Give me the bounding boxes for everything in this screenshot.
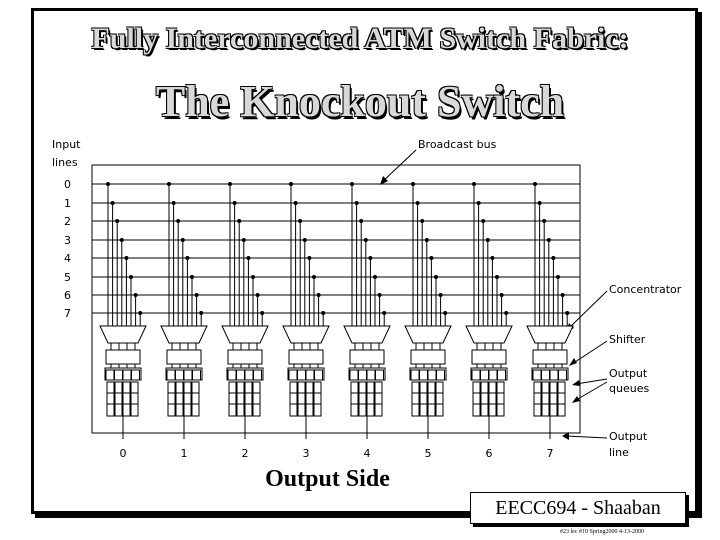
output-queue	[412, 382, 419, 416]
queue-input-cell	[498, 370, 506, 380]
bus-tap-dot	[294, 201, 298, 205]
bus-tap-dot	[368, 256, 372, 260]
bus-tap-dot	[176, 219, 180, 223]
bus-tap-dot	[382, 311, 386, 315]
concentrator-block	[161, 326, 207, 343]
bus-tap-dot	[359, 219, 363, 223]
bus-tap-dot	[542, 219, 546, 223]
output-queue	[436, 382, 443, 416]
queue-input-cell	[237, 370, 245, 380]
bus-tap-dot	[500, 293, 504, 297]
queue-input-cell	[550, 370, 558, 380]
concentrator-block	[222, 326, 268, 343]
bus-tap-dot	[134, 293, 138, 297]
slide-footer: #23 lec #10 Spring2000 4-13-2000	[560, 529, 644, 535]
queue-input-cell	[298, 370, 306, 380]
shifter-label: Shifter	[609, 333, 646, 346]
queue-input-cell	[350, 370, 358, 380]
input-line-number: 1	[64, 197, 71, 210]
shifter-block	[106, 350, 140, 364]
bus-tap-dot	[167, 182, 171, 186]
bus-tap-dot	[317, 293, 321, 297]
bus-tap-dot	[124, 256, 128, 260]
input-lines-label-1: Input	[52, 138, 81, 151]
output-queue	[115, 382, 122, 416]
bus-tap-dot	[260, 311, 264, 315]
bus-tap-dot	[251, 275, 255, 279]
bus-tap-dot	[120, 238, 124, 242]
output-line-arrow	[566, 436, 607, 438]
bus-tap-dot	[111, 201, 115, 205]
output-queue	[184, 382, 191, 416]
concentrator-block	[405, 326, 451, 343]
concentrator-label: Concentrator	[609, 283, 682, 296]
bus-tap-dot	[533, 182, 537, 186]
switch-fabric-box	[92, 165, 580, 433]
output-queue	[245, 382, 252, 416]
bus-tap-dot	[115, 219, 119, 223]
bus-tap-dot	[495, 275, 499, 279]
output-queue	[534, 382, 541, 416]
output-queue	[542, 382, 549, 416]
output-line-number: 3	[302, 447, 310, 460]
bus-tap-dot	[504, 311, 508, 315]
output-line-label-2: line	[609, 446, 629, 459]
shifter-block	[228, 350, 262, 364]
input-line-number: 5	[64, 271, 71, 284]
output-line-number: 2	[241, 447, 249, 460]
output-queue	[253, 382, 260, 416]
bus-tap-dot	[181, 238, 185, 242]
bus-tap-dot	[373, 275, 377, 279]
output-queues-arrow-2	[576, 382, 607, 400]
queue-input-cell	[376, 370, 384, 380]
queue-input-cell	[184, 370, 192, 380]
bus-tap-dot	[138, 311, 142, 315]
bus-tap-dot	[256, 293, 260, 297]
queue-input-cell	[315, 370, 323, 380]
queue-input-cell	[306, 370, 314, 380]
output-queue	[168, 382, 175, 416]
queue-input-cell	[193, 370, 201, 380]
concentrator-block	[527, 326, 573, 343]
bus-tap-dot	[547, 238, 551, 242]
output-queues-label-1: Output	[609, 367, 648, 380]
output-queue	[107, 382, 114, 416]
queue-input-cell	[437, 370, 445, 380]
bus-tap-dot	[490, 256, 494, 260]
queue-input-cell	[115, 370, 123, 380]
output-queue	[314, 382, 321, 416]
input-line-number: 7	[64, 307, 71, 320]
bus-tap-dot	[172, 201, 176, 205]
bus-tap-dot	[237, 219, 241, 223]
bus-tap-dot	[429, 256, 433, 260]
bus-tap-dot	[561, 293, 565, 297]
queue-input-cell	[245, 370, 253, 380]
output-queue	[298, 382, 305, 416]
shifter-block	[350, 350, 384, 364]
output-queue	[192, 382, 199, 416]
slide-title: Fully Interconnected ATM Switch Fabric:	[91, 22, 629, 55]
output-queue	[481, 382, 488, 416]
bus-tap-dot	[477, 201, 481, 205]
bus-tap-dot	[190, 275, 194, 279]
bus-tap-dot	[289, 182, 293, 186]
bus-tap-dot	[364, 238, 368, 242]
output-line-number: 6	[485, 447, 493, 460]
bus-tap-dot	[434, 275, 438, 279]
output-queue	[420, 382, 427, 416]
output-queue	[237, 382, 244, 416]
concentrator-block	[466, 326, 512, 343]
queue-input-cell	[289, 370, 297, 380]
queue-input-cell	[123, 370, 131, 380]
shifter-block	[411, 350, 445, 364]
bus-tap-dot	[425, 238, 429, 242]
concentrator-arrow	[568, 291, 607, 329]
output-queue	[550, 382, 557, 416]
output-line-number: 0	[119, 447, 127, 460]
shifter-block	[533, 350, 567, 364]
bus-tap-dot	[556, 275, 560, 279]
output-queue	[473, 382, 480, 416]
queue-input-cell	[254, 370, 262, 380]
output-queue	[375, 382, 382, 416]
input-line-number: 3	[64, 234, 71, 247]
queue-input-cell	[559, 370, 567, 380]
bus-tap-dot	[411, 182, 415, 186]
queue-input-cell	[176, 370, 184, 380]
broadcast-bus-arrow	[382, 150, 416, 182]
queue-input-cell	[167, 370, 175, 380]
bus-tap-dot	[242, 238, 246, 242]
bus-tap-dot	[298, 219, 302, 223]
input-line-number: 4	[64, 252, 71, 265]
input-line-number: 6	[64, 289, 71, 302]
bus-tap-dot	[106, 182, 110, 186]
output-queues-arrowhead-2	[572, 396, 580, 403]
course-badge: EECC694 - Shaaban	[470, 492, 686, 524]
output-queues-arrow-1	[576, 379, 607, 384]
concentrator-block	[283, 326, 329, 343]
bus-tap-dot	[199, 311, 203, 315]
bus-tap-dot	[355, 201, 359, 205]
output-queue	[497, 382, 504, 416]
output-queue	[176, 382, 183, 416]
concentrator-block	[344, 326, 390, 343]
output-queue	[229, 382, 236, 416]
shifter-arrowhead	[569, 358, 577, 366]
bus-tap-dot	[486, 238, 490, 242]
bus-tap-dot	[538, 201, 542, 205]
queue-input-cell	[359, 370, 367, 380]
bus-tap-dot	[443, 311, 447, 315]
queue-input-cell	[132, 370, 140, 380]
slide-subtitle: The Knockout Switch	[155, 77, 565, 126]
bus-tap-dot	[439, 293, 443, 297]
bus-tap-dot	[565, 311, 569, 315]
shifter-block	[289, 350, 323, 364]
output-queue	[558, 382, 565, 416]
output-queue	[367, 382, 374, 416]
queue-input-cell	[106, 370, 114, 380]
bus-tap-dot	[307, 256, 311, 260]
queue-input-cell	[533, 370, 541, 380]
bus-tap-dot	[416, 201, 420, 205]
output-queue	[489, 382, 496, 416]
bus-tap-dot	[303, 238, 307, 242]
queue-input-cell	[420, 370, 428, 380]
input-lines-label-2: lines	[52, 156, 78, 169]
bus-tap-dot	[321, 311, 325, 315]
output-line-number: 7	[546, 447, 554, 460]
shifter-block	[167, 350, 201, 364]
output-queue	[351, 382, 358, 416]
bus-tap-dot	[129, 275, 133, 279]
broadcast-bus-label: Broadcast bus	[418, 138, 497, 151]
output-queue	[306, 382, 313, 416]
bus-tap-dot	[185, 256, 189, 260]
bus-tap-dot	[420, 219, 424, 223]
queue-input-cell	[411, 370, 419, 380]
bus-tap-dot	[228, 182, 232, 186]
queue-input-cell	[481, 370, 489, 380]
bus-tap-dot	[350, 182, 354, 186]
shifter-arrow	[572, 341, 607, 364]
queue-input-cell	[428, 370, 436, 380]
queue-input-cell	[228, 370, 236, 380]
output-queue	[123, 382, 130, 416]
bus-tap-dot	[233, 201, 237, 205]
output-queue	[131, 382, 138, 416]
queue-input-cell	[489, 370, 497, 380]
output-queues-arrowhead-1	[572, 380, 580, 386]
bus-tap-dot	[472, 182, 476, 186]
output-line-label-1: Output	[609, 430, 648, 443]
output-queue	[359, 382, 366, 416]
bus-tap-dot	[378, 293, 382, 297]
output-line-number: 1	[180, 447, 188, 460]
bus-tap-dot	[246, 256, 250, 260]
output-queue	[290, 382, 297, 416]
queue-input-cell	[542, 370, 550, 380]
output-side-label: Output Side	[265, 466, 390, 492]
input-line-number: 0	[64, 178, 71, 191]
output-line-number: 5	[424, 447, 432, 460]
bus-tap-dot	[551, 256, 555, 260]
shifter-block	[472, 350, 506, 364]
concentrator-block	[100, 326, 146, 343]
output-line-number: 4	[363, 447, 371, 460]
queue-input-cell	[472, 370, 480, 380]
output-queue	[428, 382, 435, 416]
bus-tap-dot	[195, 293, 199, 297]
bus-tap-dot	[481, 219, 485, 223]
queue-input-cell	[367, 370, 375, 380]
output-queues-label-2: queues	[609, 382, 650, 395]
input-line-number: 2	[64, 215, 71, 228]
bus-tap-dot	[312, 275, 316, 279]
